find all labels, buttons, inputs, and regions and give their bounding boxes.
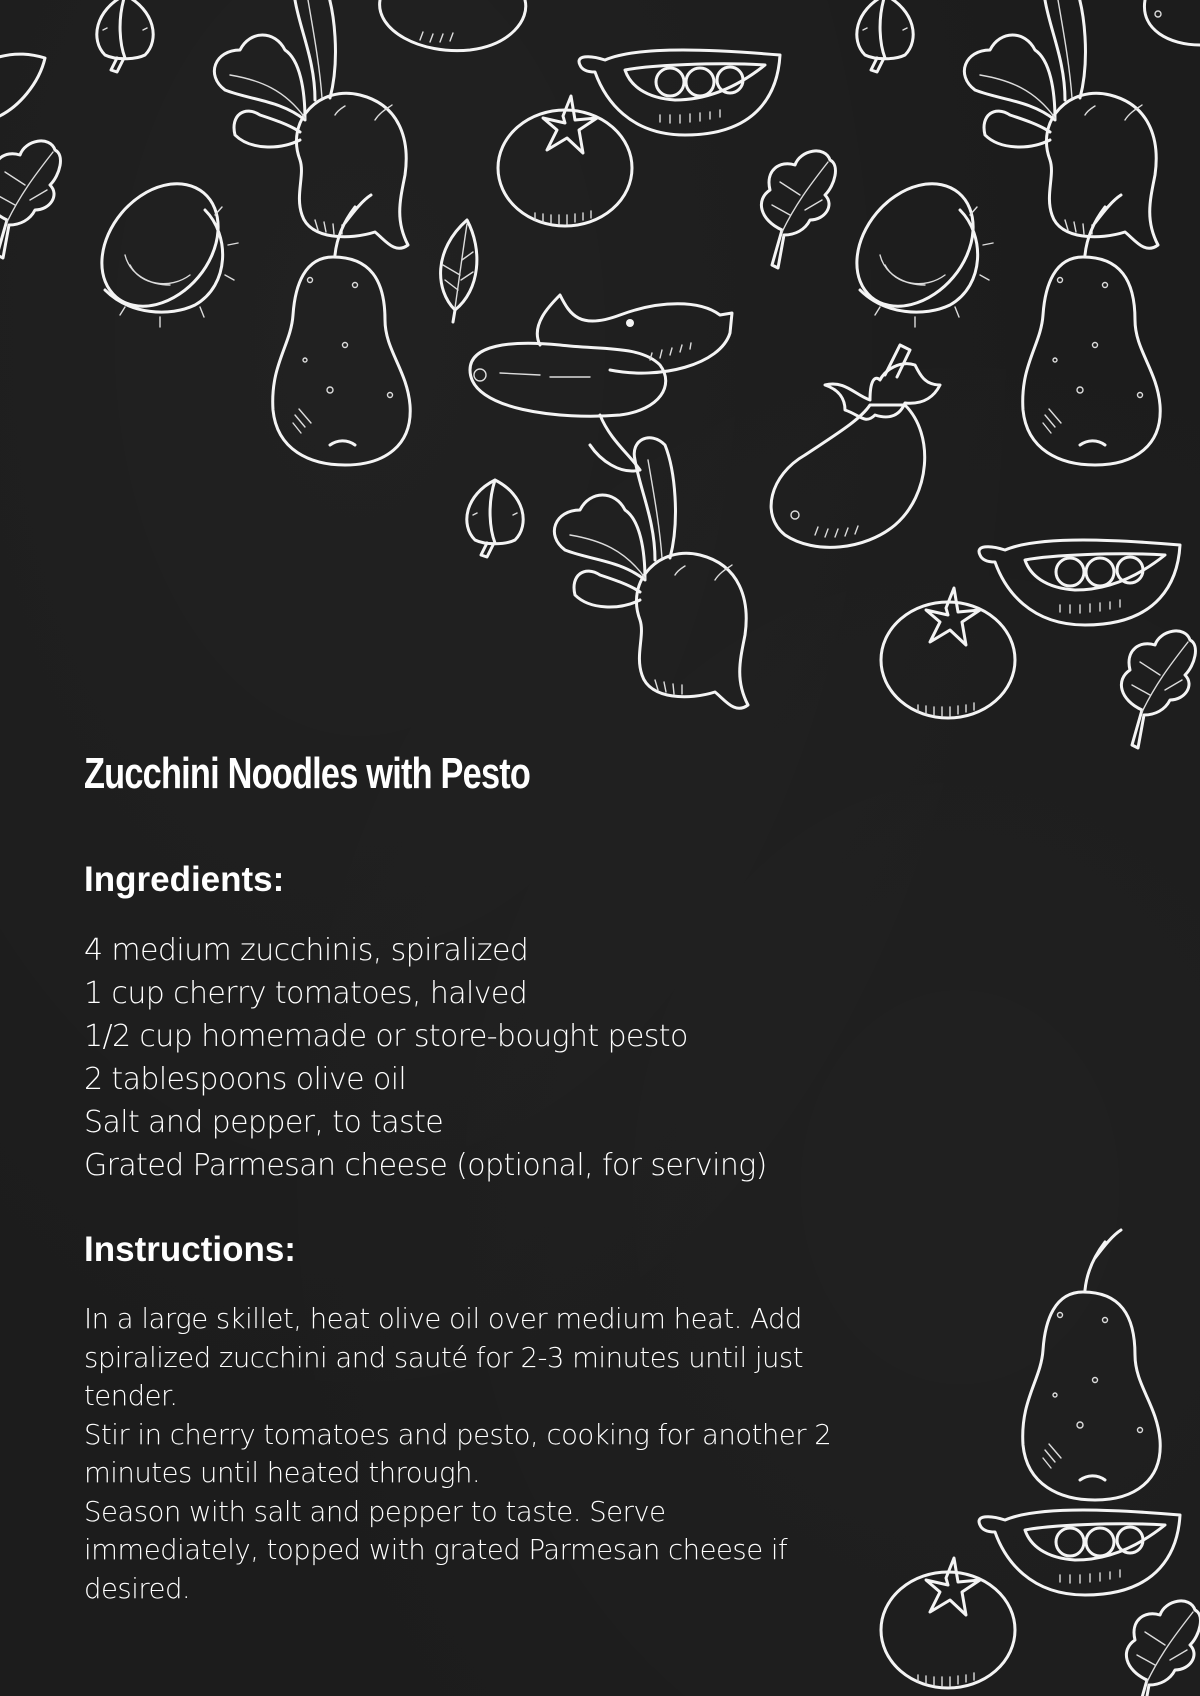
instructions-heading: Instructions: <box>84 1230 296 1269</box>
ingredient-item: 2 tablespoons olive oil <box>84 1062 407 1097</box>
ingredient-item: 1/2 cup homemade or store-bought pesto <box>84 1019 688 1054</box>
ingredients-heading: Ingredients: <box>84 860 285 899</box>
instruction-step: Season with salt and pepper to taste. Serve immediately, topped with grated Parmesan cheese if desired. <box>84 1495 788 1605</box>
ingredients-list <box>84 929 767 1187</box>
ingredient-item: 1 cup cherry tomatoes, halved <box>84 976 528 1011</box>
ingredient-item: Salt and pepper, to taste <box>84 1105 444 1140</box>
recipe-title: Zucchini Noodles with Pesto <box>84 749 531 798</box>
instructions-list <box>84 1300 844 1608</box>
ingredient-item: 4 medium zucchinis, spiralized <box>84 933 529 968</box>
instruction-step: In a large skillet, heat olive oil over medium heat. Add spiralized zucchini and sauté for 2-3 minutes until just tender. <box>84 1303 804 1412</box>
instruction-step: Stir in cherry tomatoes and pesto, cooking for another 2 minutes until heated through. <box>84 1418 832 1489</box>
ingredient-item: Grated Parmesan cheese (optional, for serving) <box>84 1148 767 1183</box>
